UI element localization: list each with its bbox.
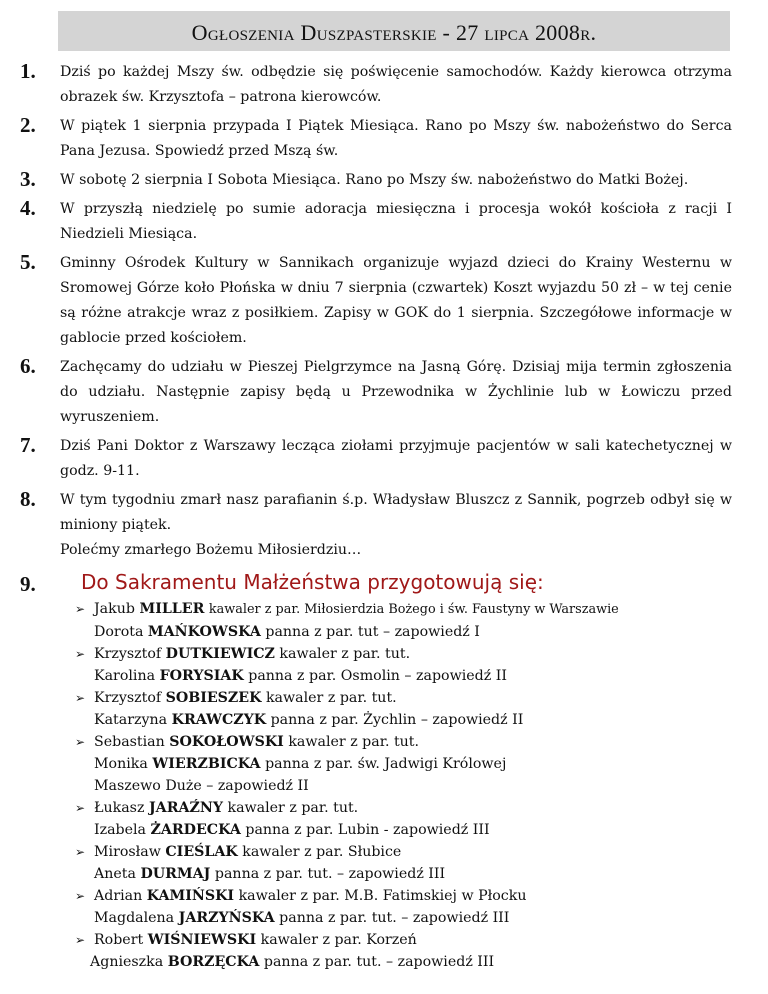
item-number: 6.	[20, 354, 36, 378]
item-number: 1.	[20, 59, 36, 83]
item-text: W tym tygodniu zmarł nasz parafianin ś.p. Władysław Bluszcz z Sannik, pogrzeb odbył się w miniony piątek.	[60, 492, 732, 533]
item-text: Zachęcamy do udziału w Pieszej Pielgrzymce na Jasną Górę. Dzisiaj mija termin zgłoszenia do udziału. Następnie zapisy będą u Przewodnika w Żychlinie lub w Łowiczu przed wyruszeniem.	[60, 359, 732, 425]
announcement-item	[20, 355, 732, 430]
arrow-bullet-icon: ➢	[75, 933, 86, 947]
bride-first-name: Magdalena	[94, 910, 175, 926]
groom-first-name: Jakub	[94, 601, 135, 617]
groom-parish: kawaler z par. Słubice	[242, 844, 402, 860]
bride-first-name: Katarzyna	[94, 712, 168, 728]
item-number: 4.	[20, 196, 36, 220]
bride-last-name: MAŃKOWSKA	[147, 624, 261, 640]
couple-entry	[75, 841, 755, 885]
groom-first-name: Adrian	[94, 888, 143, 904]
bride-parish: panna z par. św. Jadwigi Królowej	[265, 756, 507, 772]
bride-first-name: Aneta	[94, 866, 136, 882]
groom-parish: kawaler z par. tut.	[288, 734, 420, 750]
couples-list	[75, 598, 755, 973]
item-extra-text: Polećmy zmarłego Bożemu Miłosierdziu…	[60, 542, 362, 558]
announcement-item	[20, 251, 732, 351]
announcement-item	[20, 488, 732, 563]
announcement-item	[20, 114, 732, 164]
bride-first-name: Agnieszka	[90, 954, 164, 970]
bride-parish: panna z par. Lubin - zapowiedź III	[245, 822, 490, 838]
groom-first-name: Sebastian	[94, 734, 165, 750]
groom-last-name: KAMIŃSKI	[146, 888, 235, 904]
announcement-item	[20, 168, 732, 193]
groom-last-name: CIEŚLAK	[165, 844, 238, 860]
bride-first-name: Karolina	[94, 668, 156, 684]
groom-last-name: JARAŹNY	[148, 800, 223, 816]
groom-parish: kawaler z par. Korzeń	[260, 932, 417, 948]
bride-parish: panna z par. Żychlin – zapowiedź II	[270, 712, 524, 728]
bride-parish-continued: Maszewo Duże – zapowiedź II	[94, 778, 309, 794]
arrow-bullet-icon: ➢	[75, 801, 86, 815]
arrow-bullet-icon: ➢	[75, 845, 86, 859]
groom-last-name: WIŚNIEWSKI	[147, 932, 257, 948]
bride-parish: panna z par. tut. – zapowiedź III	[263, 954, 495, 970]
couple-entry	[75, 643, 755, 687]
item-number: 9.	[20, 572, 36, 596]
groom-last-name: SOBIESZEK	[165, 690, 262, 706]
bride-first-name: Dorota	[94, 624, 144, 640]
arrow-bullet-icon: ➢	[75, 647, 86, 661]
groom-last-name: MILLER	[139, 601, 205, 617]
item-text: Dziś po każdej Mszy św. odbędzie się poświęcenie samochodów. Każdy kierowca otrzyma obrazek św. Krzysztofa – patrona kierowców.	[60, 64, 732, 105]
bride-last-name: JARZYŃSKA	[178, 910, 275, 926]
couple-entry	[75, 885, 755, 929]
bride-parish: panna z par. tut – zapowiedź I	[265, 624, 480, 640]
groom-parish: kawaler z par. tut.	[227, 800, 359, 816]
bride-last-name: ŻARDECKA	[150, 822, 241, 838]
bride-parish: panna z par. tut. – zapowiedź III	[214, 866, 446, 882]
arrow-bullet-icon: ➢	[75, 735, 86, 749]
couple-entry	[75, 687, 755, 731]
arrow-bullet-icon: ➢	[75, 691, 86, 705]
item-text: Dziś Pani Doktor z Warszawy lecząca ziołami przyjmuje pacjentów w sali katechetycznej w godz. 9-11.	[60, 438, 732, 479]
bride-last-name: BORZĘCKA	[167, 954, 260, 970]
groom-last-name: SOKOŁOWSKI	[169, 734, 284, 750]
item-number: 5.	[20, 250, 36, 274]
announcement-item	[20, 60, 732, 110]
groom-first-name: Robert	[94, 932, 144, 948]
bride-last-name: KRAWCZYK	[171, 712, 267, 728]
groom-parish: kawaler z par. Miłosierdzia Bożego i św. Faustyny w Warszawie	[208, 602, 619, 617]
groom-first-name: Krzysztof	[94, 646, 162, 662]
bride-first-name: Monika	[94, 756, 148, 772]
couple-entry	[75, 598, 755, 643]
bride-parish: panna z par. tut. – zapowiedź III	[279, 910, 510, 926]
groom-parish: kawaler z par. M.B. Fatimskiej w Płocku	[238, 888, 527, 904]
groom-parish: kawaler z par. tut.	[279, 646, 411, 662]
couple-entry	[75, 731, 755, 797]
item-text: W przyszłą niedzielę po sumie adoracja miesięczna i procesja wokół kościoła z racji I Niedzieli Miesiąca.	[60, 201, 732, 242]
item-number: 8.	[20, 487, 36, 511]
item-number: 3.	[20, 167, 36, 191]
groom-first-name: Łukasz	[94, 800, 145, 816]
groom-first-name: Krzysztof	[94, 690, 162, 706]
item-text: W piątek 1 sierpnia przypada I Piątek Miesiąca. Rano po Mszy św. nabożeństwo do Serca Pana Jezusa. Spowiedź przed Mszą św.	[60, 118, 732, 159]
groom-parish: kawaler z par. tut.	[265, 690, 397, 706]
page-title: Ogłoszenia Duszpasterskie - 27 lipca 2008r.	[58, 11, 730, 51]
groom-first-name: Mirosław	[94, 844, 161, 860]
arrow-bullet-icon: ➢	[75, 889, 86, 903]
item-text: W sobotę 2 sierpnia I Sobota Miesiąca. Rano po Mszy św. nabożeństwo do Matki Bożej.	[60, 172, 689, 188]
bride-last-name: DURMAJ	[140, 866, 211, 882]
item-text: Gminny Ośrodek Kultury w Sannikach organizuje wyjazd dzieci do Krainy Westernu w Sromowej Górze koło Płońska w dniu 7 sierpnia (czwartek) Koszt wyjazdu 50 zł – w tej cenie są różne atrakcje wraz z posiłkiem. Zapisy w GOK do 1 sierpnia. Szczegółowe informacje w gablocie przed kościołem.	[60, 255, 732, 346]
arrow-bullet-icon: ➢	[75, 602, 86, 616]
bride-last-name: FORYSIAK	[159, 668, 244, 684]
groom-last-name: DUTKIEWICZ	[165, 646, 275, 662]
item-number: 2.	[20, 113, 36, 137]
announcement-item	[20, 197, 732, 247]
couple-entry	[75, 797, 755, 841]
section-heading: Do Sakramentu Małżeństwa przygotowują się:	[81, 570, 544, 594]
bride-last-name: WIERZBICKA	[152, 756, 261, 772]
announcement-item	[20, 434, 732, 484]
item-number: 7.	[20, 433, 36, 457]
bride-parish: panna z par. Osmolin – zapowiedź II	[248, 668, 507, 684]
couple-entry	[75, 929, 755, 973]
announcement-list	[20, 60, 732, 567]
bride-first-name: Izabela	[94, 822, 147, 838]
